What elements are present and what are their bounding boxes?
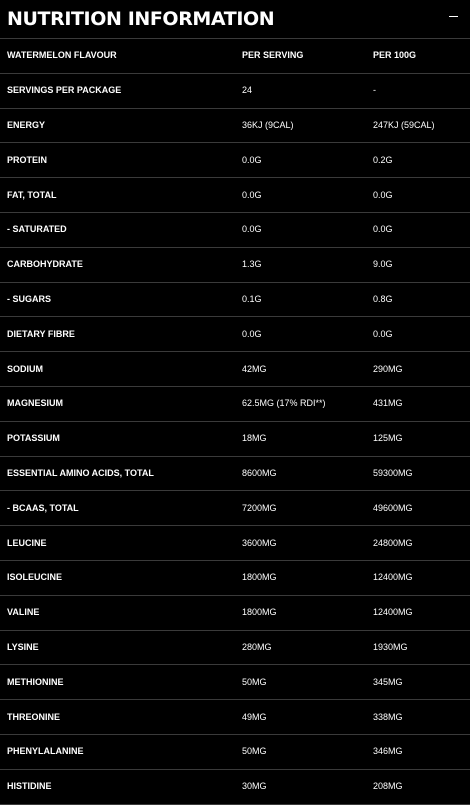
- table-row: [0, 491, 470, 526]
- nutrient-name: POTASSIUM: [7, 433, 60, 444]
- per-100g-value: 290MG: [373, 363, 403, 374]
- per-100g-value: 247KJ (59CAL): [373, 119, 435, 130]
- table-row: [0, 526, 470, 561]
- per-serving-value: 7200MG: [242, 502, 277, 513]
- per-100g-value: 0.2G: [373, 154, 393, 165]
- panel-header[interactable]: [0, 0, 470, 38]
- nutrient-name: DIETARY FIBRE: [7, 328, 75, 339]
- per-serving-value: 50MG: [242, 676, 267, 687]
- table-row: [0, 178, 470, 213]
- per-serving-value: 62.5MG (17% RDI**): [242, 398, 326, 409]
- per-100g-value: 12400MG: [373, 607, 413, 618]
- nutrient-name: - SATURATED: [7, 224, 67, 235]
- per-100g-value: 24800MG: [373, 537, 413, 548]
- table-header-row: [0, 39, 470, 74]
- minus-icon: [449, 16, 458, 17]
- per-serving-value: 50MG: [242, 746, 267, 757]
- per-100g-value: 1930MG: [373, 641, 408, 652]
- nutrient-name: CARBOHYDRATE: [7, 259, 83, 270]
- table-row: [0, 665, 470, 700]
- per-100g-value: 338MG: [373, 711, 403, 722]
- per-serving-value: 36KJ (9CAL): [242, 119, 294, 130]
- collapse-button[interactable]: [445, 8, 461, 24]
- nutrient-name: LYSINE: [7, 641, 39, 652]
- per-serving-value: 30MG: [242, 781, 267, 792]
- per-serving-value: 1.3G: [242, 259, 262, 270]
- table-row: [0, 386, 470, 421]
- per-100g-value: 49600MG: [373, 502, 413, 513]
- per-serving-value: 0.0G: [242, 224, 262, 235]
- per-100g-value: 346MG: [373, 746, 403, 757]
- per-100g-value: 208MG: [373, 781, 403, 792]
- per-100g-value: 0.0G: [373, 328, 393, 339]
- nutrient-name: PROTEIN: [7, 154, 48, 165]
- per-serving-value: 18MG: [242, 433, 267, 444]
- per-100g-value: 0.0G: [373, 224, 393, 235]
- per-serving-value: 1800MG: [242, 572, 277, 583]
- per-serving-value: 3600MG: [242, 537, 277, 548]
- nutrient-name: HISTIDINE: [7, 781, 52, 792]
- nutrient-name: LEUCINE: [7, 537, 47, 548]
- table-row: [0, 73, 470, 108]
- nutrient-name: ISOLEUCINE: [7, 572, 63, 583]
- column-header-per-100g: PER 100G: [373, 50, 417, 61]
- per-serving-value: 42MG: [242, 363, 267, 374]
- per-100g-value: 345MG: [373, 676, 403, 687]
- table-row: [0, 282, 470, 317]
- nutrient-name: - BCAAS, TOTAL: [7, 502, 79, 513]
- table-body: [0, 73, 470, 804]
- per-100g-value: 431MG: [373, 398, 403, 409]
- per-serving-value: 280MG: [242, 641, 272, 652]
- per-serving-value: 0.0G: [242, 189, 262, 200]
- table-row: [0, 352, 470, 387]
- table-row: [0, 212, 470, 247]
- table-row: [0, 247, 470, 282]
- panel-title: NUTRITION INFORMATION: [7, 8, 275, 30]
- table-row: [0, 769, 470, 804]
- table-row: [0, 108, 470, 143]
- table-row: [0, 630, 470, 665]
- table-row: [0, 456, 470, 491]
- per-100g-value: 9.0G: [373, 259, 393, 270]
- per-serving-value: 0.0G: [242, 328, 262, 339]
- nutrient-name: SERVINGS PER PACKAGE: [7, 85, 122, 96]
- nutrient-name: PHENYLALANINE: [7, 746, 84, 757]
- nutrient-name: ESSENTIAL AMINO ACIDS, TOTAL: [7, 467, 154, 478]
- column-header-per-serving: PER SERVING: [242, 50, 304, 61]
- per-100g-value: 0.8G: [373, 293, 393, 304]
- per-serving-value: 49MG: [242, 711, 267, 722]
- per-100g-value: 125MG: [373, 433, 403, 444]
- nutrient-name: FAT, TOTAL: [7, 189, 57, 200]
- column-header-flavour: WATERMELON FLAVOUR: [7, 50, 117, 61]
- per-serving-value: 24: [242, 85, 253, 96]
- table-row: [0, 700, 470, 735]
- table-row: [0, 595, 470, 630]
- nutrient-name: MAGNESIUM: [7, 398, 63, 409]
- per-serving-value: 8600MG: [242, 467, 277, 478]
- per-serving-value: 1800MG: [242, 607, 277, 618]
- nutrient-name: ENERGY: [7, 119, 46, 130]
- per-serving-value: 0.0G: [242, 154, 262, 165]
- nutrient-name: METHIONINE: [7, 676, 64, 687]
- nutrient-name: VALINE: [7, 607, 40, 618]
- nutrient-name: - SUGARS: [7, 293, 52, 304]
- nutrition-table: [0, 38, 470, 805]
- per-100g-value: 59300MG: [373, 467, 413, 478]
- per-100g-value: 12400MG: [373, 572, 413, 583]
- table-row: [0, 421, 470, 456]
- table-row: [0, 560, 470, 595]
- table-row: [0, 317, 470, 352]
- per-100g-value: -: [373, 85, 376, 96]
- per-100g-value: 0.0G: [373, 189, 393, 200]
- nutrient-name: THREONINE: [7, 711, 61, 722]
- table-row: [0, 143, 470, 178]
- nutrient-name: SODIUM: [7, 363, 43, 374]
- table-row: [0, 734, 470, 769]
- per-serving-value: 0.1G: [242, 293, 262, 304]
